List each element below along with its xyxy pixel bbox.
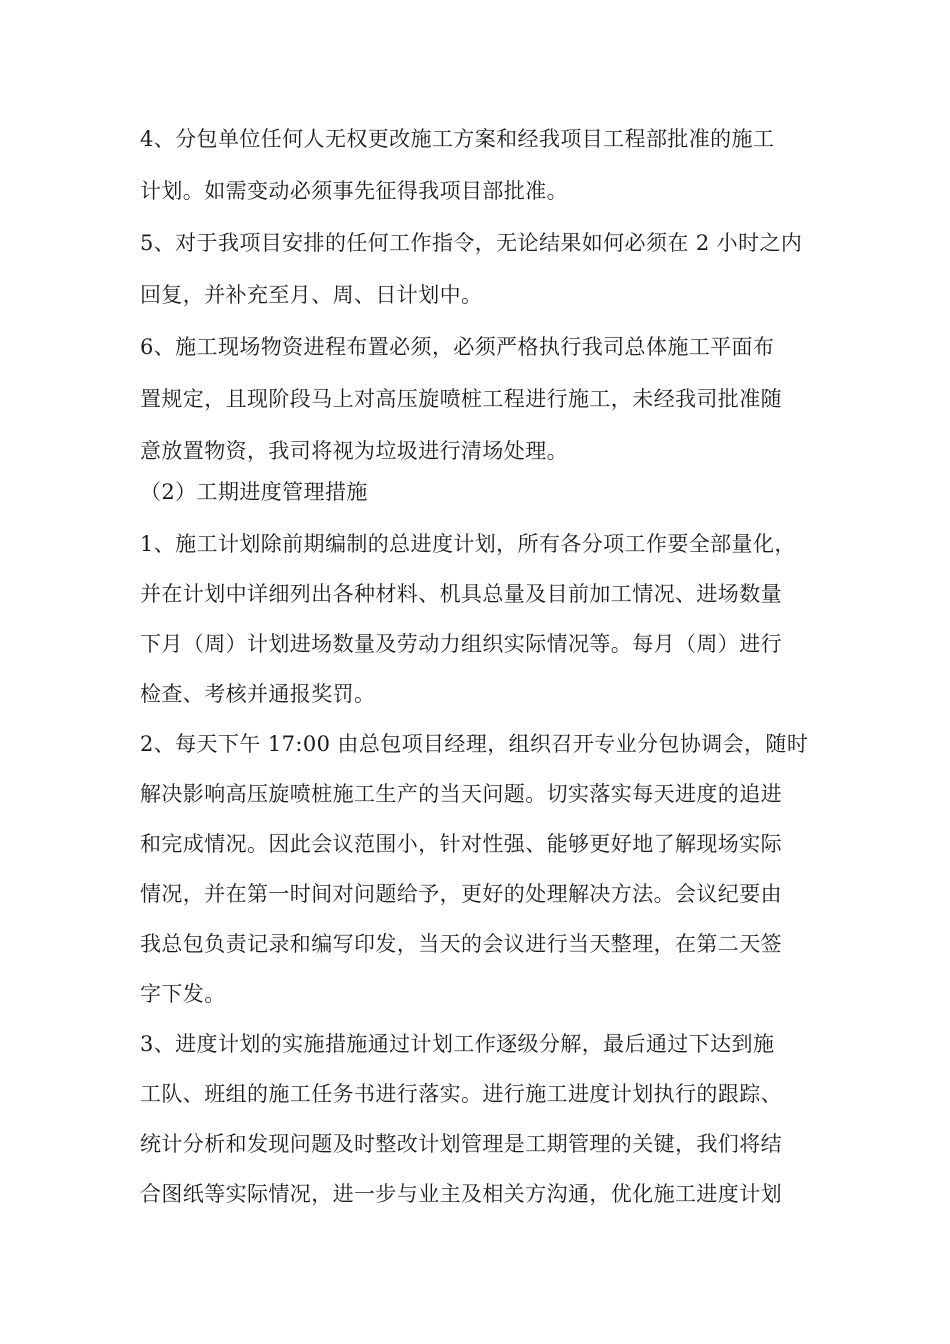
text-line: 合图纸等实际情况，进一步与业主及相关方沟通，优化施工进度计划 bbox=[140, 1182, 782, 1206]
text-line: 情况，并在第一时间对问题给予，更好的处理解决方法。会议纪要由 bbox=[140, 882, 782, 906]
section-heading: （2）工期进度管理措施 bbox=[140, 480, 368, 504]
text-line: 解决影响高压旋喷桩施工生产的当天问题。切实落实每天进度的追进 bbox=[140, 782, 782, 806]
text-line: 3、进度计划的实施措施通过计划工作逐级分解，最后通过下达到施 bbox=[140, 1032, 775, 1056]
text-line: 字下发。 bbox=[140, 982, 226, 1006]
text-line: 并在计划中详细列出各种材料、机具总量及目前加工情况、进场数量 bbox=[140, 582, 782, 606]
text-line: 2、每天下午 17:00 由总包项目经理，组织召开专业分包协调会，随时 bbox=[140, 732, 809, 756]
text-line: 1、施工计划除前期编制的总进度计划，所有各分项工作要全部量化， bbox=[140, 532, 796, 556]
text-line: 计划。如需变动必须事先征得我项目部批准。 bbox=[140, 179, 568, 203]
text-line: 检查、考核并通报奖罚。 bbox=[140, 682, 376, 706]
text-line: 回复，并补充至月、周、日计划中。 bbox=[140, 283, 483, 307]
text-line: 6、施工现场物资进程布置必须，必须严格执行我司总体施工平面布 bbox=[140, 335, 775, 359]
text-line: 4、分包单位任何人无权更改施工方案和经我项目工程部批准的施工 bbox=[140, 127, 775, 151]
text-line: 我总包负责记录和编写印发，当天的会议进行当天整理，在第二天签 bbox=[140, 932, 782, 956]
text-line: 置规定，且现阶段马上对高压旋喷桩工程进行施工，未经我司批准随 bbox=[140, 387, 782, 411]
text-line: 和完成情况。因此会议范围小，针对性强、能够更好地了解现场实际 bbox=[140, 832, 782, 856]
text-line: 下月（周）计划进场数量及劳动力组织实际情况等。每月（周）进行 bbox=[140, 632, 782, 656]
text-line: 统计分析和发现问题及时整改计划管理是工期管理的关键，我们将结 bbox=[140, 1132, 782, 1156]
text-line: 意放置物资，我司将视为垃圾进行清场处理。 bbox=[140, 439, 568, 463]
text-line: 工队、班组的施工任务书进行落实。进行施工进度计划执行的跟踪、 bbox=[140, 1082, 782, 1106]
text-line: 5、对于我项目安排的任何工作指令，无论结果如何必须在 2 小时之内 bbox=[140, 231, 803, 255]
